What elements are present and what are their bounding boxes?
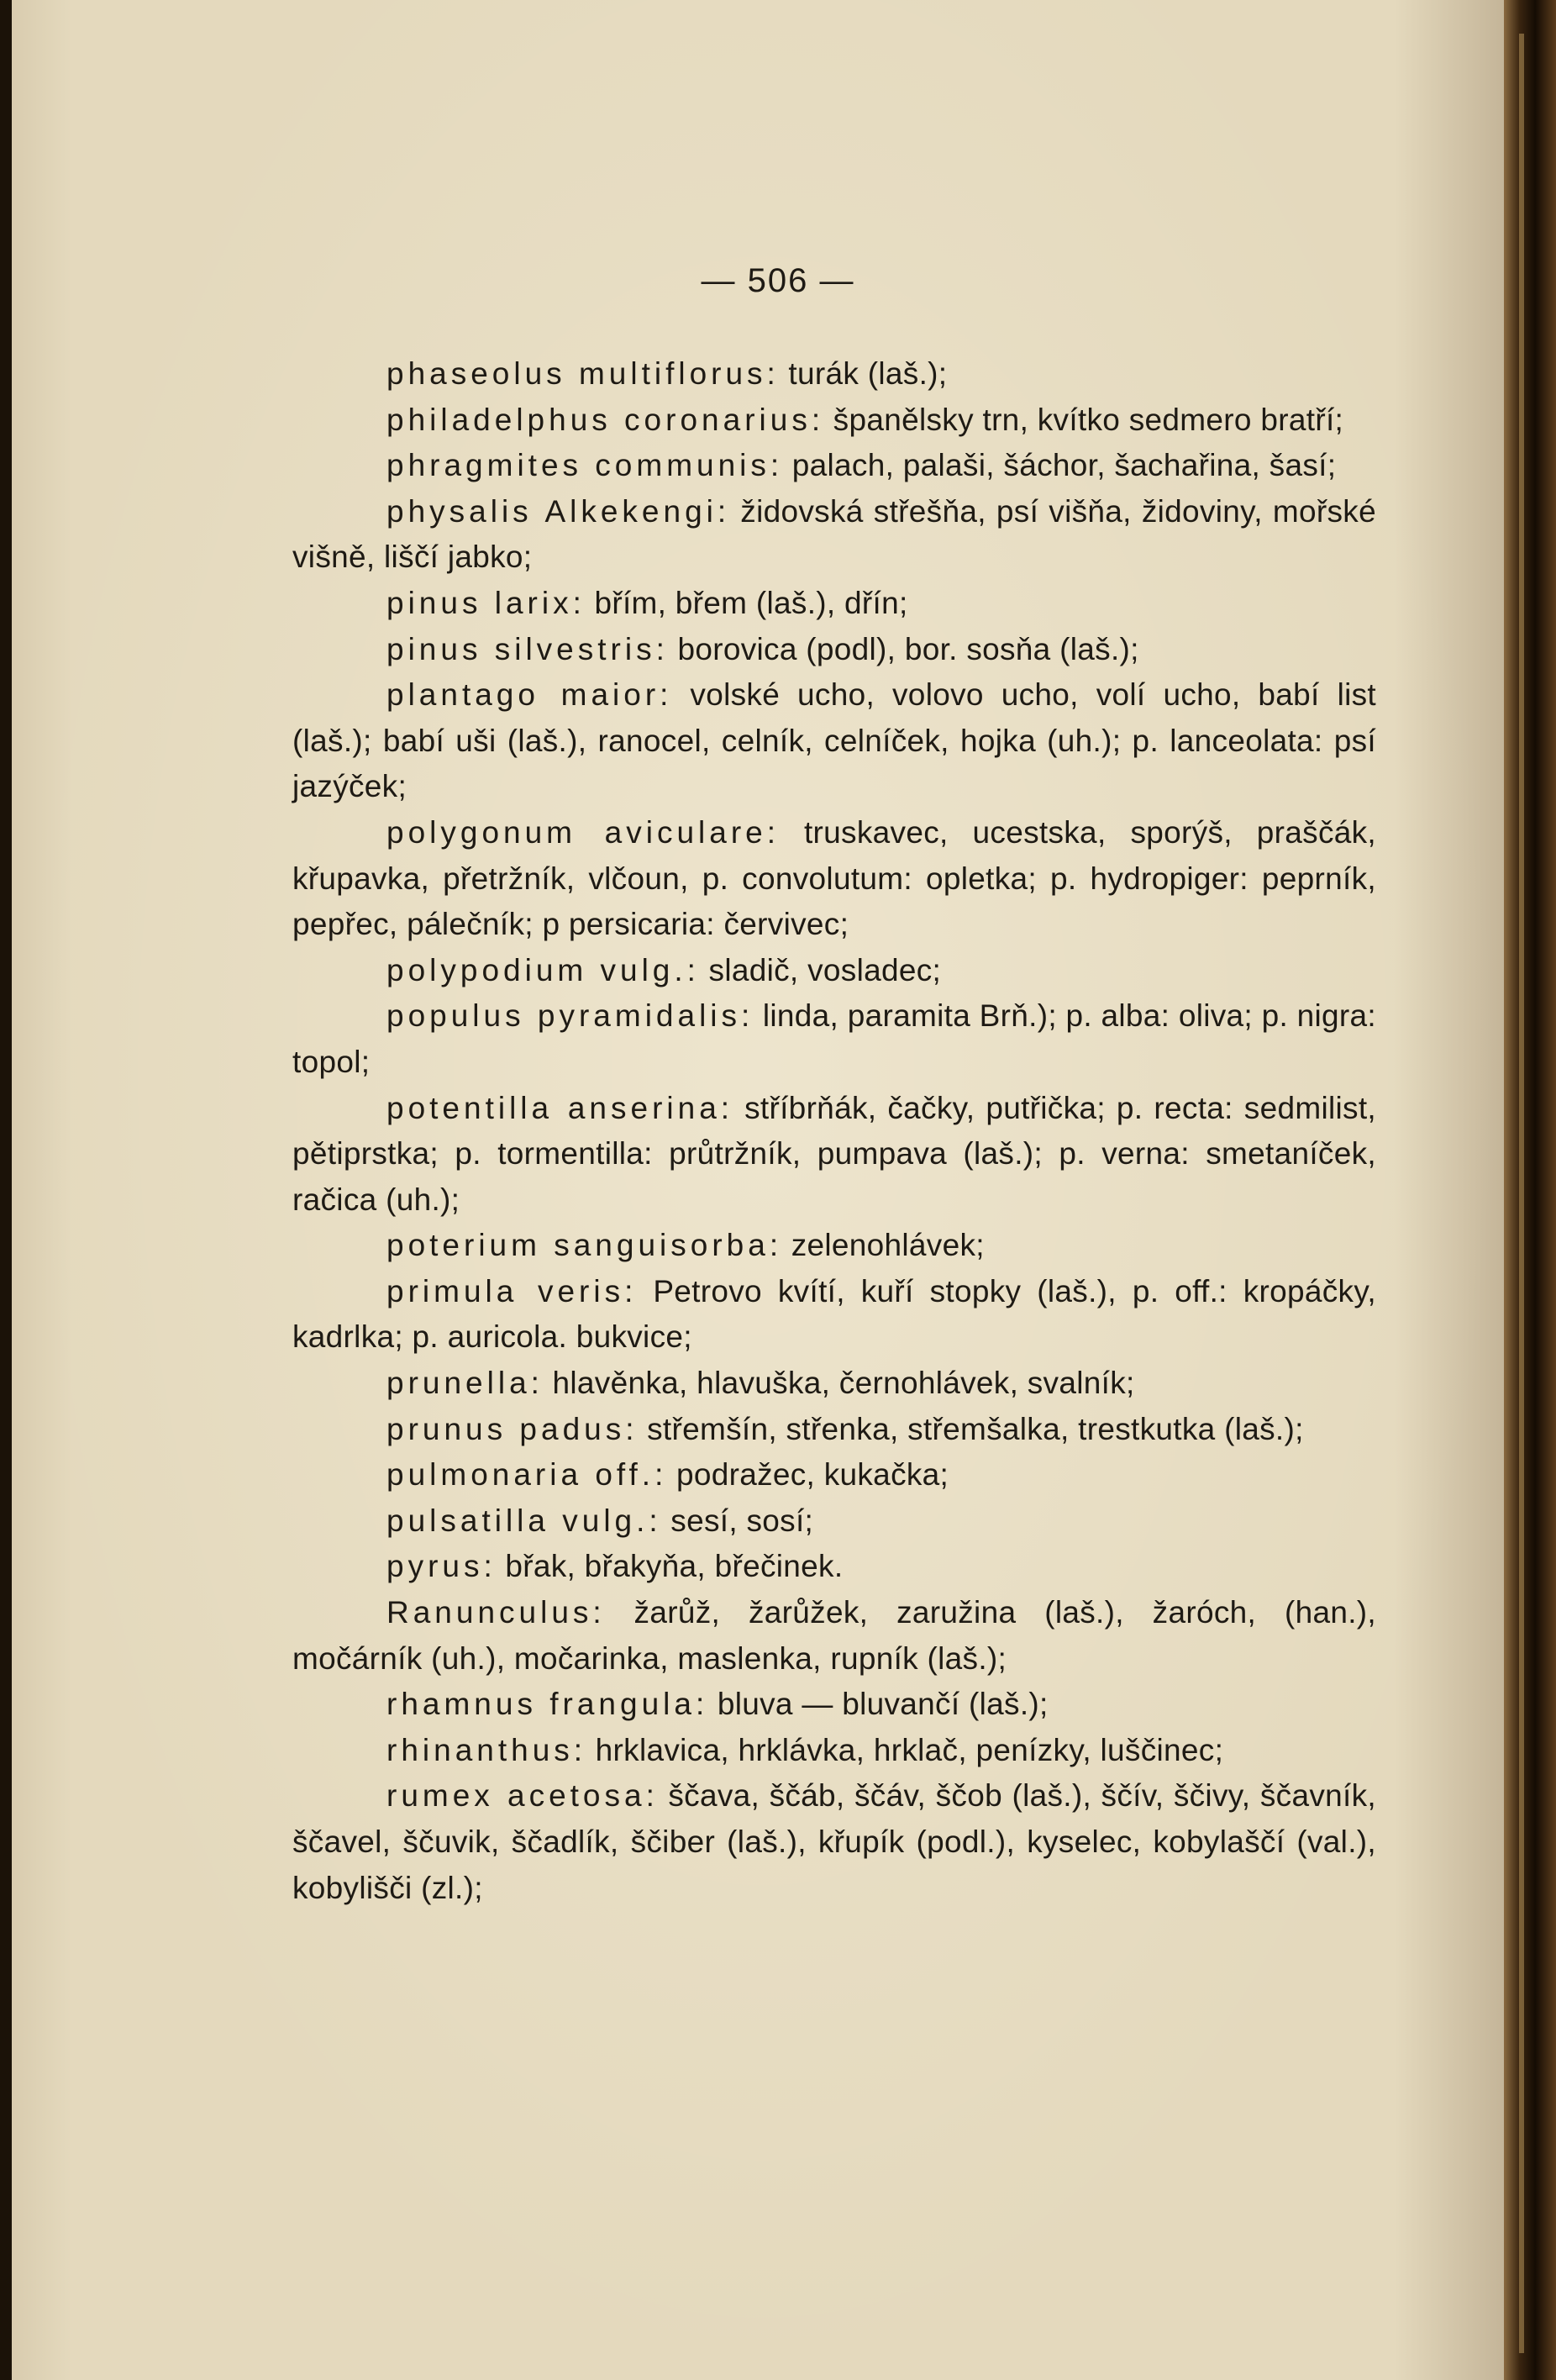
entry-physalis	[292, 489, 1376, 581]
entry-text: stříbrňák, čačky, putřička; p. recta: sedmilist, pětiprstka; p. tormentilla: průtržník, pumpava (laš.); p. verna: smetaníček, račica (uh.);	[292, 1090, 1376, 1217]
entry-polygonum	[292, 810, 1376, 948]
entry-pinus-larix	[292, 581, 1376, 627]
entry-term: prunella:	[386, 1366, 544, 1401]
entry-prunus	[292, 1407, 1376, 1453]
entry-term: plantago maior:	[386, 677, 673, 713]
entry-pulsatilla	[292, 1498, 1376, 1545]
entry-text: turák (laš.);	[779, 356, 948, 391]
entry-text: hlavěnka, hlavuška, černohlávek, svalník;	[543, 1366, 1135, 1401]
entry-term: rumex acetosa:	[386, 1778, 659, 1814]
entry-primula	[292, 1269, 1376, 1361]
entry-term: potentilla anserina:	[386, 1090, 734, 1125]
entry-term: prunus padus:	[386, 1411, 639, 1446]
entry-text: Petrovo kvítí, kuří stopky (laš.), p. off.: kropáčky, kadrlka; p. auricola. bukvice;	[292, 1273, 1376, 1355]
entry-rhinanthus	[292, 1728, 1376, 1774]
entry-polypodium	[292, 948, 1376, 994]
entry-term: philadelphus coronarius:	[386, 402, 825, 437]
entry-term: pyrus:	[386, 1549, 497, 1584]
entry-text: židovská střešňa, psí višňa, židoviny, mořské višně, liščí jabko;	[292, 493, 1376, 575]
entry-term: pulmonaria off.:	[386, 1457, 668, 1493]
entry-pyrus	[292, 1544, 1376, 1590]
entry-text: sesí, sosí;	[661, 1503, 814, 1538]
entry-plantago	[292, 672, 1376, 810]
entry-text: podražec, kukačka;	[667, 1457, 949, 1493]
entry-term: pulsatilla vulg.:	[386, 1503, 662, 1538]
entry-text: linda, paramita Brň.); p. alba: oliva; p. nigra: topol;	[292, 998, 1376, 1079]
book-spine	[1504, 0, 1556, 2380]
entry-pulmonaria	[292, 1452, 1376, 1498]
entry-term: polygonum aviculare:	[386, 814, 781, 850]
entry-phragmites	[292, 443, 1376, 489]
entry-populus	[292, 993, 1376, 1085]
spine-stripe	[1519, 34, 1524, 2353]
entry-potentilla	[292, 1086, 1376, 1224]
entry-term: polypodium vulg.:	[386, 952, 700, 987]
entry-text: palach, palaši, šáchor, šachařina, šasí;	[783, 448, 1337, 483]
entry-text: břím, břem (laš.), dřín;	[585, 585, 908, 620]
entry-text: bluva — bluvančí (laš.);	[708, 1687, 1049, 1722]
entry-ranunculus	[292, 1590, 1376, 1682]
entry-text: břak, břakyňa, břečinek.	[496, 1549, 844, 1584]
entry-text: ščava, ščáb, ščáv, ščob (laš.), ščív, ščivy, ščavník, ščavel, ščuvik, ščadlík, ščiber (laš.), křupík (podl.), kyselec, kobylaščí (val.), kobylišči (zl.);	[292, 1778, 1376, 1905]
entry-term: populus pyramidalis:	[386, 998, 754, 1034]
dictionary-text-block	[292, 351, 1376, 1911]
entry-term: rhinanthus:	[386, 1732, 587, 1767]
entry-phaseolus	[292, 351, 1376, 398]
entry-philadelphus	[292, 398, 1376, 444]
entry-term: phragmites communis:	[386, 448, 784, 483]
entry-term: poterium sanguisorba:	[386, 1228, 783, 1263]
entry-text: borovica (podl), bor. sosňa (laš.);	[668, 631, 1139, 666]
entry-text: žarůž, žarůžek, zaružina (laš.), žaróch, (han.), močárník (uh.), močarinka, maslenka, rupník (laš.);	[292, 1595, 1376, 1676]
entry-term: phaseolus multiflorus:	[386, 356, 780, 391]
entry-term: primula veris:	[386, 1273, 638, 1308]
entry-poterium	[292, 1223, 1376, 1269]
entry-term: rhamnus frangula:	[386, 1687, 709, 1722]
entry-text: hrklavica, hrklávka, hrklač, penízky, luščinec;	[586, 1732, 1224, 1767]
entry-rumex	[292, 1773, 1376, 1911]
entry-rhamnus	[292, 1682, 1376, 1728]
entry-text: španělsky trn, kvítko sedmero bratří;	[824, 402, 1344, 437]
entry-text: volské ucho, volovo ucho, volí ucho, babí list (laš.); babí uši (laš.), ranocel, celník, celníček, hojka (uh.); p. lanceolata: psí jazýček;	[292, 677, 1377, 804]
page-number: — 506 —	[701, 262, 855, 299]
entry-text: zelenohlávek;	[782, 1228, 985, 1263]
entry-term: pinus larix:	[386, 585, 586, 620]
entry-text: sladič, vosladec;	[699, 952, 942, 987]
entry-text: truskavec, ucestska, sporýš, praščák, křupavka, přetržník, vlčoun, p. convolutum: opletka; p. hydropiger: peprník, pepřec, pálečník; p persicaria: červivec;	[292, 814, 1377, 942]
entry-prunella	[292, 1361, 1376, 1407]
entry-pinus-silvestris	[292, 627, 1376, 673]
entry-term: physalis Alkekengi:	[386, 493, 731, 529]
entry-term: Ranunculus:	[386, 1595, 606, 1630]
entry-term: pinus silvestris:	[386, 631, 669, 666]
entry-text: střemšín, střenka, střemšalka, trestkutka (laš.);	[638, 1411, 1304, 1446]
